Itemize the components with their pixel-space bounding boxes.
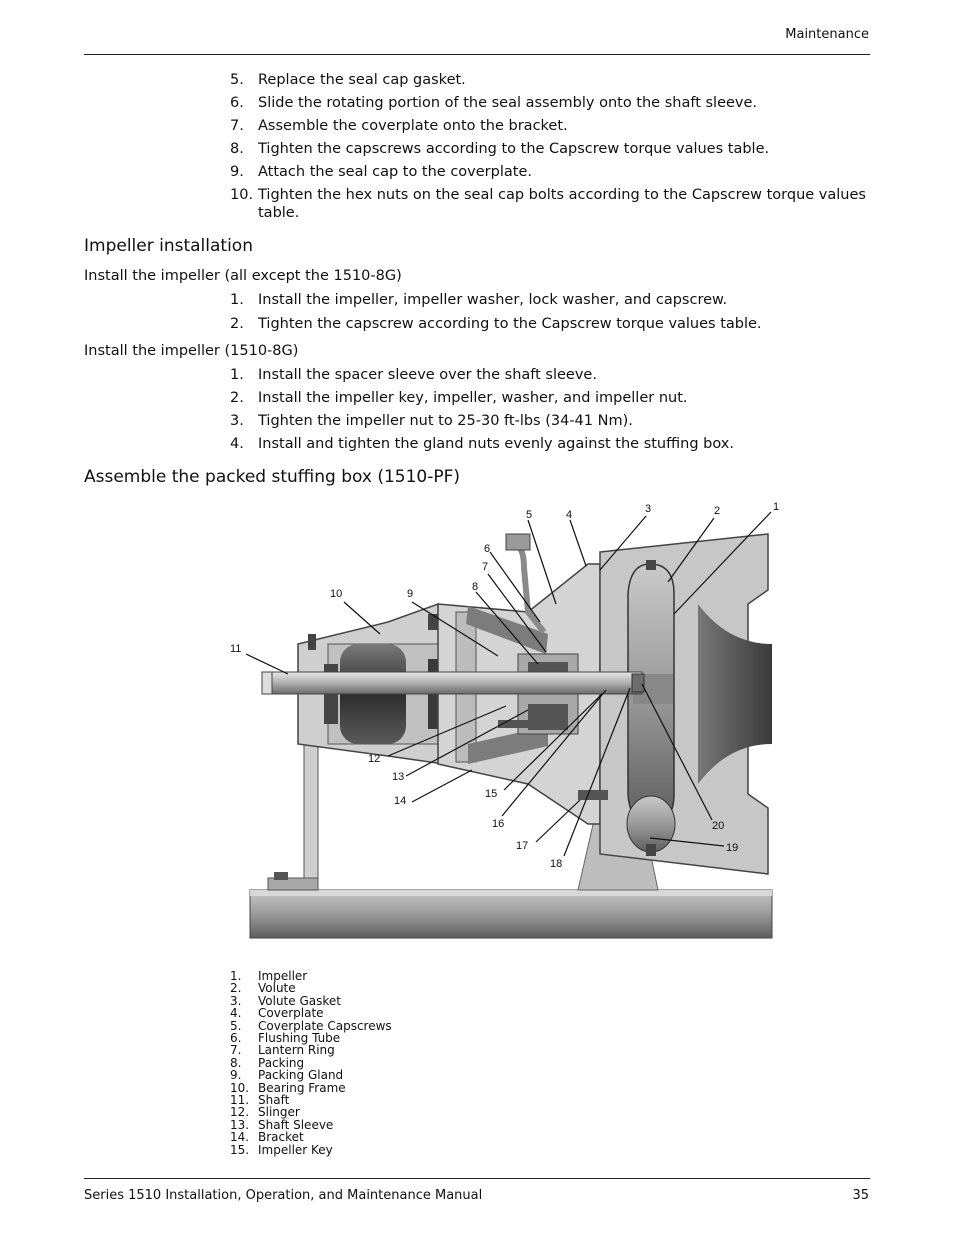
legend-item: 5. Coverplate Capscrews (230, 1018, 392, 1033)
seal-steps-list (230, 71, 870, 222)
callout-6: 6 (484, 543, 491, 555)
list-item: 1. Install the spacer sleeve over the shaft sleeve. (230, 367, 597, 383)
callout-7: 7 (482, 561, 489, 573)
impeller-steps-list-1 (230, 291, 870, 333)
list-item: 4. Install and tighten the gland nuts evenly against the stuffing box. (230, 436, 734, 452)
legend-item: 1. Impeller (230, 969, 308, 983)
legend-item: 9. Packing Gland (230, 1068, 344, 1083)
footer-rule (84, 1178, 870, 1179)
list-item: 6. Slide the rotating portion of the seal assembly onto the shaft sleeve. (230, 95, 758, 111)
callout-18: 18 (550, 858, 563, 870)
legend-item: 10. Bearing Frame (230, 1080, 346, 1095)
callout-4: 4 (566, 509, 573, 521)
callout-19: 19 (726, 842, 739, 854)
list-item: 8. Tighten the capscrews according to the Capscrew torque values table. (230, 141, 770, 157)
callout-16: 16 (492, 818, 505, 830)
list-item: 1. Install the impeller, impeller washer, lock washer, and capscrew. (230, 292, 728, 308)
impeller-steps-list-2 (230, 366, 870, 453)
legend-item: 11. Shaft (230, 1093, 290, 1108)
callout-15: 15 (485, 788, 498, 800)
impeller-heading: Impeller installation (84, 236, 253, 256)
list-item: 7. Assemble the coverplate onto the bracket. (230, 118, 568, 134)
callout-12: 12 (368, 753, 381, 765)
legend-item: 13. Shaft Sleeve (230, 1117, 334, 1132)
parts-legend (230, 970, 392, 1156)
callout-2: 2 (714, 505, 721, 517)
running-header: Maintenance (785, 27, 869, 42)
list-item: 10. Tighten the hex nuts on the seal cap bolts according to the Capscrew torque values table. (230, 187, 866, 221)
page-number: 35 (852, 1188, 869, 1203)
callout-17: 17 (516, 840, 529, 852)
legend-item: 8. Packing (230, 1055, 305, 1070)
list-item: 5. Replace the seal cap gasket. (230, 72, 466, 88)
legend-item: 15. Impeller Key (230, 1142, 333, 1157)
callout-3: 3 (645, 503, 652, 515)
header-rule (84, 54, 870, 55)
callout-14: 14 (394, 795, 407, 807)
list-item: 2. Tighten the capscrew according to the Capscrew torque values table. (230, 316, 762, 332)
legend-item: 6. Flushing Tube (230, 1031, 341, 1046)
callout-11: 11 (230, 643, 242, 655)
legend-item: 2. Volute (230, 981, 296, 996)
callout-10: 10 (330, 588, 343, 600)
callout-5: 5 (526, 509, 533, 521)
footer-title: Series 1510 Installation, Operation, and Maintenance Manual (84, 1188, 483, 1203)
list-item: 3. Tighten the impeller nut to 25-30 ft-lbs (34-41 Nm). (230, 413, 633, 429)
callout-8: 8 (472, 581, 479, 593)
legend-item: 3. Volute Gasket (230, 993, 341, 1008)
pump-cross-section-figure (228, 494, 780, 956)
legend-item: 14. Bracket (230, 1130, 304, 1145)
legend-item: 12. Slinger (230, 1105, 300, 1120)
impeller-subheading-1: Install the impeller (all except the 1510-8G) (84, 268, 402, 284)
callout-13: 13 (392, 771, 405, 783)
list-item: 9. Attach the seal cap to the coverplate. (230, 164, 532, 180)
legend-item: 7. Lantern Ring (230, 1043, 335, 1058)
legend-item: 4. Coverplate (230, 1006, 324, 1021)
callout-20: 20 (712, 820, 725, 832)
stuffing-box-heading: Assemble the packed stuffing box (1510-PF) (84, 467, 461, 487)
callout-1: 1 (773, 501, 780, 513)
list-item: 2. Install the impeller key, impeller, washer, and impeller nut. (230, 390, 688, 406)
impeller-subheading-2: Install the impeller (1510-8G) (84, 343, 299, 359)
callout-9: 9 (407, 588, 414, 600)
